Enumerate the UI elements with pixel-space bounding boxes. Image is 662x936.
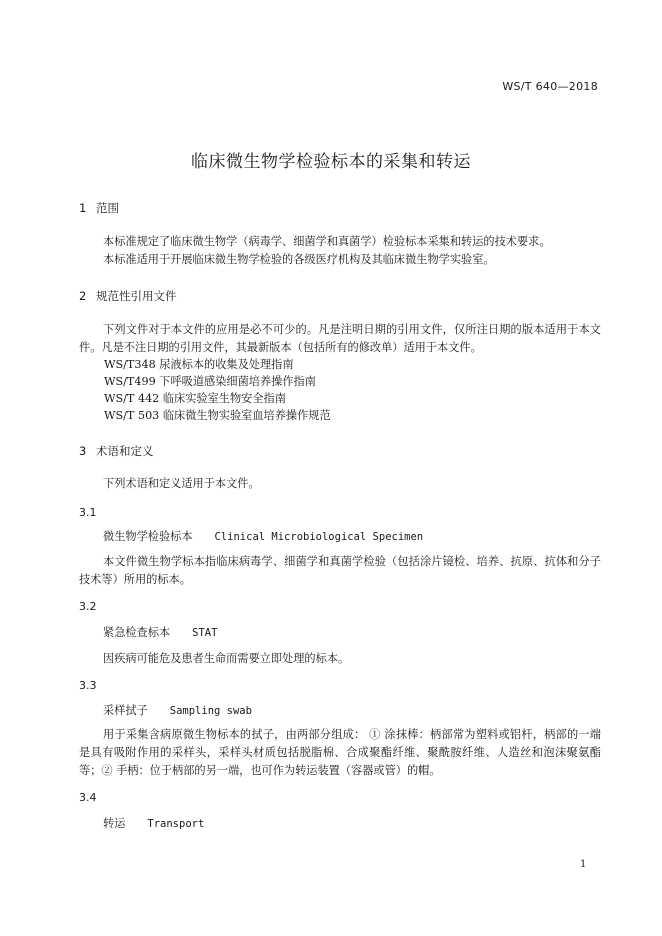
document-title: 临床微生物学检验标本的采集和转运: [191, 152, 471, 172]
term-heading: [103, 815, 204, 831]
section-title: 规范性引用文件: [96, 289, 177, 303]
term-en: STAT: [192, 627, 218, 639]
terms-intro: 下列术语和定义适用于本文件。: [103, 477, 260, 490]
term-definition: 因疾病可能危及患者生命而需要立即处理的标本。: [103, 652, 350, 665]
term-zh: 紧急检查标本: [103, 626, 171, 639]
standard-code: WS/T 640—2018: [502, 80, 598, 93]
normative-references-intro: 下列文件对于本文件的应用是必不可少的。凡是注明日期的引用文件，仅所注日期的版本适用于本文件。凡是不注日期的引用文件，其最新版本（包括所有的修改单）适用于本文件。: [79, 323, 601, 354]
term-number: 3.4: [79, 791, 97, 804]
scope-paragraph-1: 本标准规定了临床微生物学（病毒学、细菌学和真菌学）检验标本采集和转运的技术要求。: [103, 235, 551, 248]
reference-item: WS/T 503 临床微生物实验室血培养操作规范: [104, 409, 331, 422]
section-3-heading: [79, 443, 154, 459]
page-number: 1: [580, 859, 587, 870]
reference-item: WS/T 442 临床实验室生物安全指南: [104, 392, 286, 405]
term-heading: [103, 702, 252, 718]
section-number: 2: [79, 289, 87, 303]
term-zh: 转运: [103, 817, 126, 830]
reference-item: WS/T499 下呼吸道感染细菌培养操作指南: [104, 375, 316, 388]
term-en: Transport: [147, 818, 205, 830]
term-heading: [103, 624, 217, 640]
term-heading: [103, 528, 423, 544]
term-number: 3.3: [79, 679, 97, 692]
scope-paragraph-2: 本标准适用于开展临床微生物学检验的各级医疗机构及其临床微生物学实验室。: [103, 253, 495, 266]
section-number: 1: [79, 201, 87, 215]
section-1-heading: [79, 200, 119, 216]
section-title: 范围: [96, 201, 119, 215]
term-zh: 微生物学检验标本: [103, 530, 193, 543]
term-zh: 采样拭子: [103, 704, 148, 717]
section-number: 3: [79, 444, 87, 458]
term-number: 3.1: [79, 506, 97, 519]
term-definition: 本文件微生物学标本指临床病毒学、细菌学和真菌学检验（包括涂片镜检、培养、抗原、抗体和分子技术等）所用的标本。: [79, 555, 601, 586]
term-en: Clinical Microbiological Specimen: [214, 531, 424, 543]
section-title: 术语和定义: [96, 444, 154, 458]
section-2-heading: [79, 288, 177, 304]
term-en: Sampling swab: [169, 705, 252, 717]
reference-item: WS/T348 尿液标本的收集及处理指南: [104, 358, 294, 371]
term-number: 3.2: [79, 600, 97, 613]
term-definition: 用于采集含病原微生物标本的拭子，由两部分组成： ① 涂抹棒：柄部常为塑料或铝杆，柄部的一端是具有吸附作用的采样头，采样头材质包括脱脂棉、合成聚酯纤维、聚酰胺纤维、人造丝和泡沫聚氨酯等；② 手柄：位于柄部的另一端，也可作为转运装置（容器或管）的帽。: [79, 728, 601, 777]
